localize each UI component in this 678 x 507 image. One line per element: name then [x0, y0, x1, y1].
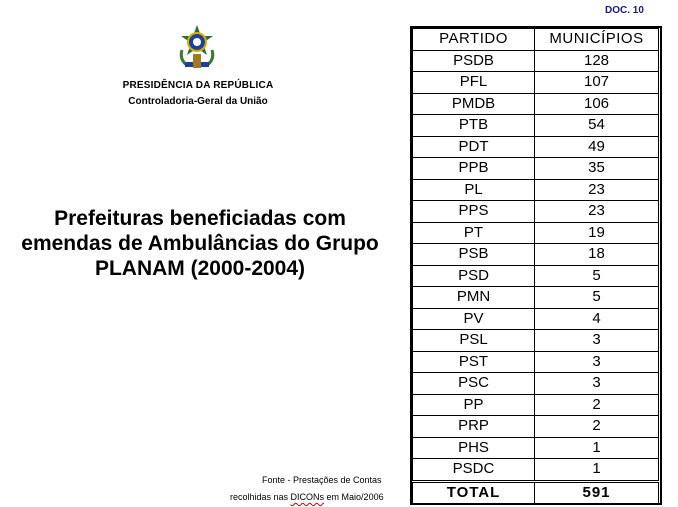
party-cell: PSDC: [413, 459, 535, 482]
table-row: [413, 394, 659, 416]
party-cell: PP: [413, 394, 535, 416]
municipality-count-cell: 1: [535, 437, 659, 459]
table-row: [413, 308, 659, 330]
table-total-row: [413, 481, 659, 504]
party-cell: PTB: [413, 115, 535, 137]
party-cell: PSB: [413, 244, 535, 266]
table-row: [413, 351, 659, 373]
municipality-count-cell: 1: [535, 459, 659, 482]
table-row: [413, 459, 659, 482]
party-cell: PFL: [413, 72, 535, 94]
table-row: [413, 72, 659, 94]
table-header-row: [413, 29, 659, 51]
party-cell: PSL: [413, 330, 535, 352]
source-text-after: em Maio/2006: [324, 492, 384, 502]
municipality-count-cell: 49: [535, 136, 659, 158]
table-row: [413, 416, 659, 438]
party-cell: PV: [413, 308, 535, 330]
table-row: [413, 179, 659, 201]
source-dicons-word: DICONs: [290, 492, 325, 502]
municipality-count-cell: 2: [535, 394, 659, 416]
party-cell: PSD: [413, 265, 535, 287]
table-row: [413, 222, 659, 244]
source-line-1: Fonte - Prestações de Contas: [262, 475, 382, 485]
party-cell: PSC: [413, 373, 535, 395]
table-row: [413, 50, 659, 72]
party-cell: PL: [413, 179, 535, 201]
title-line-3: PLANAM (2000-2004): [94, 257, 306, 280]
org-subtitle: Controladoria-Geral da União: [128, 96, 268, 107]
table-row: [413, 201, 659, 223]
municipality-count-cell: 4: [535, 308, 659, 330]
title-line-1: Prefeituras beneficiadas com: [54, 207, 346, 230]
column-header-municipalities: MUNICÍPIOS: [535, 29, 659, 51]
municipality-count-cell: 18: [535, 244, 659, 266]
party-cell: PPB: [413, 158, 535, 180]
party-cell: PMDB: [413, 93, 535, 115]
municipality-count-cell: 23: [535, 201, 659, 223]
municipality-count-cell: 3: [535, 330, 659, 352]
municipality-count-cell: 3: [535, 373, 659, 395]
total-label: TOTAL: [413, 481, 535, 504]
party-cell: PSDB: [413, 50, 535, 72]
table-row: [413, 287, 659, 309]
table-row: [413, 330, 659, 352]
municipality-count-cell: 2: [535, 416, 659, 438]
municipality-count-cell: 5: [535, 265, 659, 287]
party-table: [412, 28, 659, 504]
total-value: 591: [535, 481, 659, 504]
municipality-count-cell: 23: [535, 179, 659, 201]
municipality-count-cell: 5: [535, 287, 659, 309]
table-row: [413, 373, 659, 395]
brazil-coat-of-arms-icon: [176, 24, 218, 72]
party-cell: PHS: [413, 437, 535, 459]
table-row: [413, 93, 659, 115]
org-title: PRESIDÊNCIA DA REPÚBLICA: [122, 80, 274, 91]
column-header-party: PARTIDO: [413, 29, 535, 51]
page-title: [0, 206, 400, 281]
party-cell: PDT: [413, 136, 535, 158]
party-cell: PRP: [413, 416, 535, 438]
title-line-2: emendas de Ambulâncias do Grupo: [21, 232, 379, 255]
table-row: [413, 437, 659, 459]
party-cell: PT: [413, 222, 535, 244]
municipality-count-cell: 19: [535, 222, 659, 244]
document-number-label: DOC. 10: [605, 5, 644, 16]
table-row: [413, 265, 659, 287]
party-cell: PPS: [413, 201, 535, 223]
table-row: [413, 115, 659, 137]
municipality-count-cell: 54: [535, 115, 659, 137]
source-line-2: [230, 492, 384, 502]
municipality-count-cell: 106: [535, 93, 659, 115]
municipality-count-cell: 3: [535, 351, 659, 373]
municipality-count-cell: 107: [535, 72, 659, 94]
table-row: [413, 136, 659, 158]
municipality-count-cell: 128: [535, 50, 659, 72]
table-row: [413, 244, 659, 266]
party-cell: PST: [413, 351, 535, 373]
municipality-count-cell: 35: [535, 158, 659, 180]
table-row: [413, 158, 659, 180]
source-text-before: recolhidas nas: [230, 492, 291, 502]
party-cell: PMN: [413, 287, 535, 309]
